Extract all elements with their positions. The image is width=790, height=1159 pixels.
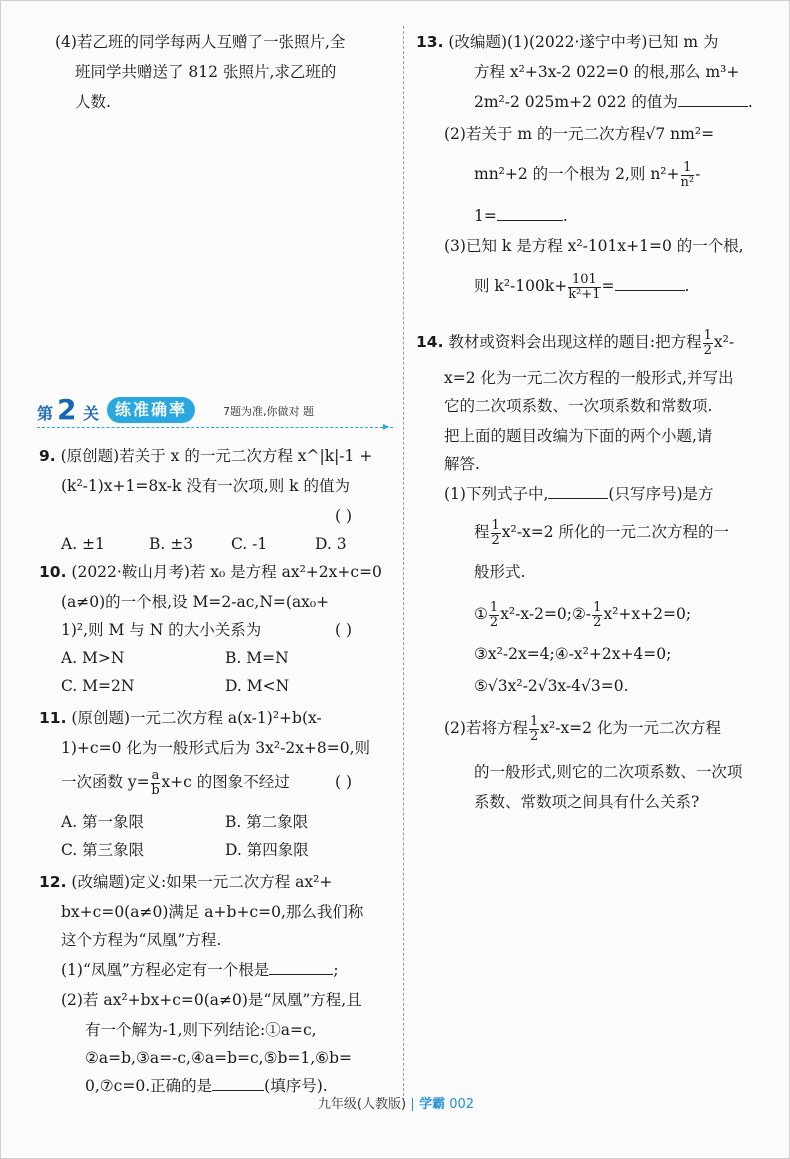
q10-option-d: D. M<N — [225, 677, 290, 695]
q14-part2-line1 — [444, 713, 721, 744]
q14-part1-line2 — [474, 517, 729, 548]
q14-part1-text: (1)下列式子中, — [444, 485, 549, 503]
q11-number: 11. — [39, 709, 67, 727]
q9-option-c: C. -1 — [231, 535, 268, 553]
frac-denominator: 2 — [491, 532, 500, 548]
q12-part2-line3: ②a=b,③a=-c,④a=b=c,⑤b=1,⑥b= — [85, 1049, 352, 1067]
answer-blank[interactable] — [678, 88, 748, 107]
q13-part2-line1: (2)若关于 m 的一元二次方程√7 nm²= — [444, 125, 715, 143]
frac-numerator: 1 — [529, 713, 539, 729]
frac-numerator: 1 — [491, 517, 500, 533]
frac-denominator: n² — [680, 174, 695, 190]
q9 — [39, 441, 372, 471]
arrow-right-icon: ▸ — [383, 419, 390, 433]
q13-part2-line3-text: 1= — [474, 207, 497, 225]
q14-line5: 解答. — [444, 455, 480, 473]
q11-option-d: D. 第四象限 — [225, 841, 309, 859]
q10-number: 10. — [39, 563, 67, 581]
q12-line2: bx+c=0(a≠0)满足 a+b+c=0,那么我们称 — [61, 903, 364, 921]
q14-line1-tail: x²- — [713, 333, 735, 351]
q13-line1: (改编题)(1)(2022·遂宁中考)已知 m 为 — [448, 33, 719, 51]
footer-grade: 九年级(人教版) — [317, 1097, 407, 1112]
q13 — [416, 27, 718, 57]
answer-blank[interactable] — [548, 480, 608, 499]
q11-line3-end: x+c 的图象不经过 — [161, 773, 290, 791]
q10 — [39, 557, 382, 587]
q13-line3: 2m²-2 025m+2 022 的值为 . — [474, 87, 753, 117]
fraction-one-half — [489, 601, 499, 630]
q8-part4-line3: 人数. — [75, 93, 111, 111]
q11-line1: (原创题)一元二次方程 a(x-1)²+b(x- — [71, 709, 322, 727]
q9-option-d: D. 3 — [315, 535, 347, 553]
q14-line1: 教材或资料会出现这样的题目:把方程 — [448, 333, 702, 351]
q9-line2: (k²-1)x+1=8x-k 没有一次项,则 k 的值为 — [61, 477, 350, 495]
frac-numerator: 1 — [681, 161, 695, 176]
fraction-one-half — [703, 329, 713, 358]
fraction-1-over-n2 — [681, 161, 695, 190]
frac-denominator: 2 — [529, 728, 539, 744]
q13-part2-line3: 1= . — [474, 201, 568, 231]
q11-option-b: B. 第二象限 — [225, 813, 309, 831]
q10-option-a: A. M>N — [61, 649, 125, 667]
q8-part4-line2: 班同学共赠送了 812 张照片,求乙班的 — [75, 63, 337, 81]
q12-part1-text: (1)“凤凰”方程必定有一个根是 — [61, 961, 270, 979]
q13-part3-line2-eq: = — [601, 277, 615, 295]
q14 — [416, 327, 734, 358]
answer-blank[interactable] — [212, 1072, 264, 1091]
stage-divider-line — [37, 427, 393, 428]
frac-denominator: k²+1 — [568, 286, 601, 302]
q12-part2-line4-text: 0,⑦c=0.正确的是 — [85, 1077, 213, 1095]
q14-line4: 把上面的题目改编为下面的两个小题,请 — [444, 427, 713, 445]
fraction-one-half — [529, 715, 539, 744]
frac-denominator: 2 — [703, 342, 712, 358]
frac-denominator: 2 — [489, 614, 499, 630]
q12-part2-line2: 有一个解为-1,则下列结论:①a=c, — [85, 1021, 317, 1039]
q14-part2-line3: 系数、常数项之间具有什么关系? — [474, 793, 700, 811]
q14-part2-text: (2)若将方程 — [444, 719, 528, 737]
q11-option-a: A. 第一象限 — [61, 813, 145, 831]
q13-part3-line2-text: 则 k²-100k+ — [474, 277, 568, 295]
q13-part2-line2-tail: - — [695, 165, 701, 183]
q12-number: 12. — [39, 873, 67, 891]
fraction-one-half — [491, 519, 501, 548]
frac-numerator: 1 — [489, 599, 499, 615]
q10-option-c: C. M=2N — [61, 677, 135, 695]
q14-part1-line2-tail: x²-x=2 所化的一元二次方程的一 — [501, 523, 730, 541]
q14-part1-line1 — [444, 479, 714, 509]
frac-denominator: 2 — [593, 614, 602, 630]
q14-options-row3: ⑤√3x²-2√3x-4√3=0. — [474, 677, 629, 695]
stage-label-guan: 关 — [83, 404, 100, 423]
q14-part1-line3: 般形式. — [474, 563, 526, 581]
q13-part3-line1: (3)已知 k 是方程 x²-101x+1=0 的一个根, — [444, 237, 744, 255]
q13-part2-line2 — [474, 159, 700, 190]
answer-blank[interactable] — [497, 202, 563, 221]
q14-line3: 它的二次项系数、一次项系数和常数项. — [444, 397, 713, 415]
q11-line2: 1)+c=0 化为一般形式后为 3x²-2x+8=0,则 — [61, 739, 371, 757]
fraction-one-half — [592, 601, 602, 630]
q14-part1-line2-start: 程 — [474, 523, 490, 541]
q14-part1-tail: (只写序号)是方 — [608, 485, 714, 503]
q14-number: 14. — [416, 333, 444, 351]
q9-answer-paren: ( ) — [335, 507, 353, 525]
q11-line3 — [61, 767, 290, 798]
answer-blank[interactable] — [269, 956, 333, 975]
q13-line3-text: 2m²-2 025m+2 022 的值为 — [474, 93, 678, 111]
frac-numerator: 1 — [593, 599, 602, 615]
answer-blank[interactable] — [615, 272, 685, 291]
frac-numerator: a — [151, 767, 160, 783]
frac-numerator: 101 — [568, 273, 600, 288]
footer-separator — [412, 1098, 413, 1111]
q14-options-row2: ③x²-2x=4;④-x²+2x+4=0; — [474, 645, 672, 663]
q12-part1: (1)“凤凰”方程必定有一个根是 ; — [61, 955, 339, 985]
q11 — [39, 703, 322, 733]
q12 — [39, 867, 332, 897]
q12-line3: 这个方程为“凤凰”方程. — [61, 931, 222, 949]
q14-opt2-text: x²+x+2=0; — [603, 605, 692, 623]
q13-part3-line2: 则 k²-100k+ $\frac{101}{\text{k²+1}}$ = . — [474, 271, 690, 302]
column-divider — [403, 26, 404, 1101]
q8-part4-line1: (4)若乙班的同学每两人互赠了一张照片,全 — [55, 33, 346, 51]
frac-denominator: b — [151, 782, 160, 798]
q13-part2-line2-text: mn²+2 的一个根为 2,则 n²+ — [474, 165, 680, 183]
q9-number: 9. — [39, 447, 56, 465]
q10-line1: (2022·鞍山月考)若 x₀ 是方程 ax²+2x+c=0 — [71, 563, 382, 581]
footer-brand: 学霸 — [419, 1097, 446, 1112]
fraction-101-over-k2plus1 — [568, 273, 600, 302]
q10-line2: (a≠0)的一个根,设 M=2-ac,N=(ax₀+ — [61, 593, 330, 611]
q9-line1: (原创题)若关于 x 的一元二次方程 x^|k|-1 + — [60, 447, 373, 465]
fraction-a-over-b — [151, 769, 161, 798]
stage-note: 7题为准,你做对 题 — [223, 405, 314, 418]
q13-number: 13. — [416, 33, 444, 51]
page-number: 002 — [449, 1097, 475, 1112]
q14-opt1-mark: ① — [474, 605, 488, 623]
q14-options-row1 — [474, 599, 691, 630]
q14-part2-line2: 的一般形式,则它的二次项系数、一次项 — [474, 763, 743, 781]
q12-part2-line4-tail: (填序号). — [264, 1077, 328, 1095]
frac-numerator: 1 — [703, 327, 712, 343]
q11-option-c: C. 第三象限 — [61, 841, 145, 859]
page-footer — [1, 1093, 790, 1112]
q14-part2-tail: x²-x=2 化为一元二次方程 — [540, 719, 721, 737]
q12-part2-line1: (2)若 ax²+bx+c=0(a≠0)是“凤凰”方程,且 — [61, 991, 362, 1009]
stage-label-di: 第 — [37, 404, 54, 423]
stage-number: 2 — [57, 393, 77, 426]
q9-option-b: B. ±3 — [149, 535, 194, 553]
stage-2-banner — [37, 393, 393, 433]
q14-line2: x=2 化为一元二次方程的一般形式,并写出 — [444, 369, 734, 387]
q11-line3-start: 一次函数 y= — [61, 773, 150, 791]
q11-answer-paren: ( ) — [335, 773, 353, 791]
q13-line2: 方程 x²+3x-2 022=0 的根,那么 m³+ — [474, 63, 740, 81]
q10-option-b: B. M=N — [225, 649, 289, 667]
q10-answer-paren: ( ) — [335, 621, 353, 639]
q12-line1: (改编题)定义:如果一元二次方程 ax²+ — [71, 873, 333, 891]
q14-opt1-text: x²-x-2=0;②- — [500, 605, 592, 623]
stage-title: 练准确率 — [107, 397, 195, 423]
q10-line3: 1)²,则 M 与 N 的大小关系为 — [61, 621, 262, 639]
q9-option-a: A. ±1 — [61, 535, 105, 553]
